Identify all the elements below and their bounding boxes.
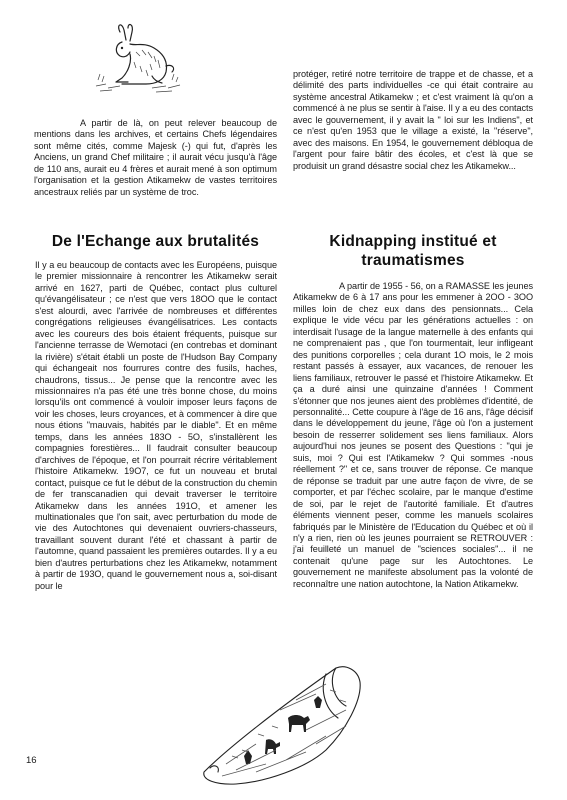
left-body-section (35, 260, 277, 592)
right-body-paragraph: A partir de 1955 - 56, on a RAMASSE les jeunes Atikamekw de 6 à 17 ans pour les emmener à 2OO - 3OO milles loin de chez eux dans des pensionnats... Cela explique le vide vécu par les générations actuelles : on interdisait l'usage de la langue maternelle à des enfants qui ne comprenaient pas , que l'on tourmentait, leur infligeant des punitions corporelles ; cela durant 1O mois, le 2 mois restant passés à essayer, aux vacances, de renouer les liens familiaux, retrouver le passé et l'histoire Atikamekw. Et ça a duré ainsi une quinzaine d'années ! Comment s'étonner que nos jeunes aient des problèmes d'identité, de personnalité... Cette coupure à l'âge de 16 ans, l'âge décisif dans le développement du jeune, l'âge où l'on a justement besoin de resserrer solidement ses liens familiaux. Alors aujourd'hui nos jeunes se posent des Questions : "qui je suis, moi ? Qui est l'Atikamekw ? Qui sommes -nous réellement ?" et ce, sans trouver de réponse. Ce manque de réponse se traduit par une autre façon de vivre, de se comporter, et par l'échec scolaire, par le manque d'estime de soi, par le rejet de l'autorité familiale. Et d'autres éléments viennent peser, comme les manuels scolaires fabriqués par le Ministère de l'Education du Québec et où il n'y a rien, rien où les jeunes pourraient se RETROUVER : j'ai feuilleté un manuel de "sciences sociales"... il ne contenait qu'une page sur les Autochtones. Le gouvernement ne manifeste absolument pas la volonté de reconnaître une nation autochtone, la Nation Atikamekw. (293, 281, 533, 589)
page-number: 16 (26, 755, 37, 766)
left-intro-paragraph: A partir de là, on peut relever beaucoup de mentions dans les archives, et certains Chefs légendaires sont même cités, comme Majesk (-) qui fut, d'après les Anciens, un grand Chef militaire ; il aurait vécu jusqu'à l'âge de 110 ans, aurait eu 4 frères et aurait mené à son optimum l'organisation et la gestion Atikamekw de vastes territoires ancestraux reliés par un système de troc. (34, 118, 277, 197)
left-intro-section (34, 118, 277, 198)
birchbark-scroll-illustration (196, 660, 366, 786)
left-section-heading: De l'Echange aux brutalités (51, 233, 260, 250)
right-intro-paragraph: protéger, retiré notre territoire de trappe et de chasse, et a délimité des parts individuelles -ce qui était contraire au système ancestral Atikamekw ; et c'est vraiment là qu'on a commencé à ne plus se sentir à l'aise. Il y a eu des contacts avec le gouvernement, il y avait la " loi sur les Indiens", et ce n'est qu'en 1953 que le village a existé, la "réserve", avec des maisons. En 1954, le gouvernement débloqua de l'argent pour faire bâtir des écoles, et c'est là que se produisit un grand désastre social chez les Atikamekw... (293, 69, 533, 171)
left-body-paragraph: Il y a eu beaucoup de contacts avec les Européens, puisque le premier missionnaire à rencontrer les Atikamekw serait arrivé en 1627, parti de Québec, contact plus culturel qu'évangélisateur ; ce n'est que vers 18OO que le contact s'est alourdi, avec l'arrivée de nombreuses et différentes congrégations religieuses évangélisatrices. Les contacts avec les coureurs des bois étaient fréquents, puisque sur l'ancienne terrasse de Wemotaci (en contrebas et dominant la rivière) s'était établi un poste de l'Hudson Bay Company qui échangeait nos fourrures contre des fusils, haches, chaudrons, tissus... Je pense que la rencontre avec les missionnaires n'a pas été une très bonne chose, du moins lorsqu'ils ont commencé à vouloir imposer leurs façons de voir les choses, leurs croyances, et à commencer à dire que nous étions "mauvais, habités par le diable". Et en même temps, dans les années 183O - 5O, s'installèrent les compagnies forestières... Il faudrait consulter beaucoup d'archives de l'époque, et l'on pourrait récrire véritablement l'histoire Atikamekw. 19O7, ce fut un nouveau et brutal contact, puisque ce fut le début de la construction du chemin de fer transcanadien qui devait traverser le territoire Atikamekw dans les années 191O, et amener les multinationales que l'on sait, avec perturbation du mode de vie des Autochtones qui devenaient ouvriers-chasseurs, travaillant souvent durant l'été et chassant à partir de l'automne, quand passaient les premières outardes. Il y a eu bien d'autres perturbations chez les Atikamekw, notamment à partir de 193O, quand le gouvernement nous a, soi-disant pour le (35, 260, 277, 591)
right-section-heading: Kidnapping institué et traumatismes (329, 233, 497, 269)
right-intro-section (293, 69, 533, 172)
rabbit-illustration (92, 22, 184, 94)
right-body-section (293, 281, 533, 590)
